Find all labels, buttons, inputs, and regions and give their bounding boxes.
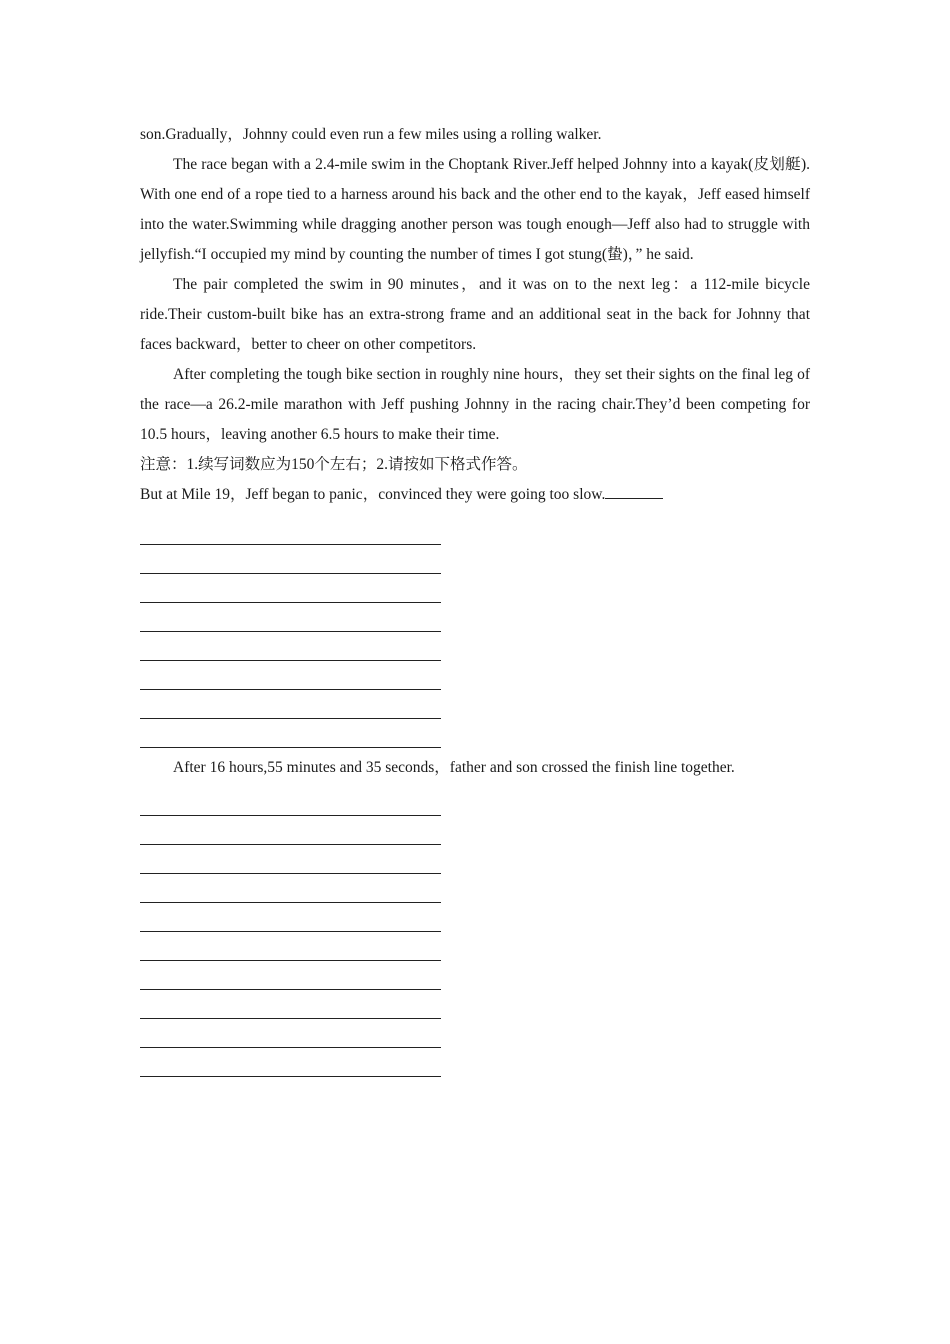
answer-line[interactable] <box>140 990 441 1019</box>
answer-line[interactable] <box>140 845 441 874</box>
answer-line[interactable] <box>140 787 441 816</box>
document-page <box>140 120 810 1077</box>
answer-line[interactable] <box>140 574 441 603</box>
answer-line[interactable] <box>140 632 441 661</box>
answer-line[interactable] <box>140 903 441 932</box>
continuation-prompt-1 <box>140 480 810 510</box>
answer-line[interactable] <box>140 816 441 845</box>
paragraph-4: After completing the tough bike section in roughly nine hours，they set their sights on the final leg of the race—a 26.2-mile marathon with Jeff pushing Johnny in the racing chair.They’d been competing for 10.5 hours，leaving another 6.5 hours to make their time. <box>140 366 810 443</box>
answer-line[interactable] <box>140 961 441 990</box>
answer-line[interactable] <box>140 874 441 903</box>
answer-line[interactable] <box>140 719 441 748</box>
paragraph-3: The pair completed the swim in 90 minutes，and it was on to the next leg：a 112-mile bicycle ride.Their custom-built bike has an extra-strong frame and an additional seat in the back for Johnny that faces backward，better to cheer on other competitors. <box>140 276 810 353</box>
paragraph-2: The race began with a 2.4-mile swim in the Choptank River.Jeff helped Johnny into a kayak(皮划艇). With one end of a rope tied to a harness around his back and the other end to the kayak，Jeff eased himself into the water.Swimming while dragging another person was tough enough—Jeff also had to struggle with jellyfish.“I occupied my mind by counting the number of times I got stung(蛰)，” he said. <box>140 156 810 263</box>
answer-line[interactable] <box>140 545 441 574</box>
instructions-note: 注意：1.续写词数应为150个左右；2.请按如下格式作答。 <box>140 456 528 473</box>
prompt-1-blank[interactable] <box>605 482 663 499</box>
answer-line[interactable] <box>140 1019 441 1048</box>
paragraph-1: son.Gradually，Johnny could even run a few miles using a rolling walker. <box>140 126 602 143</box>
prompt-1-text: But at Mile 19，Jeff began to panic，convinced they were going too slow. <box>140 486 606 503</box>
answer-line[interactable] <box>140 1048 441 1077</box>
answer-lines-2 <box>140 787 810 1077</box>
answer-lines-1 <box>140 516 810 748</box>
answer-line[interactable] <box>140 661 441 690</box>
answer-line[interactable] <box>140 690 441 719</box>
continuation-prompt-2: After 16 hours,55 minutes and 35 seconds，father and son crossed the finish line together. <box>173 759 735 776</box>
answer-line[interactable] <box>140 932 441 961</box>
answer-line[interactable] <box>140 603 441 632</box>
answer-line[interactable] <box>140 516 441 545</box>
